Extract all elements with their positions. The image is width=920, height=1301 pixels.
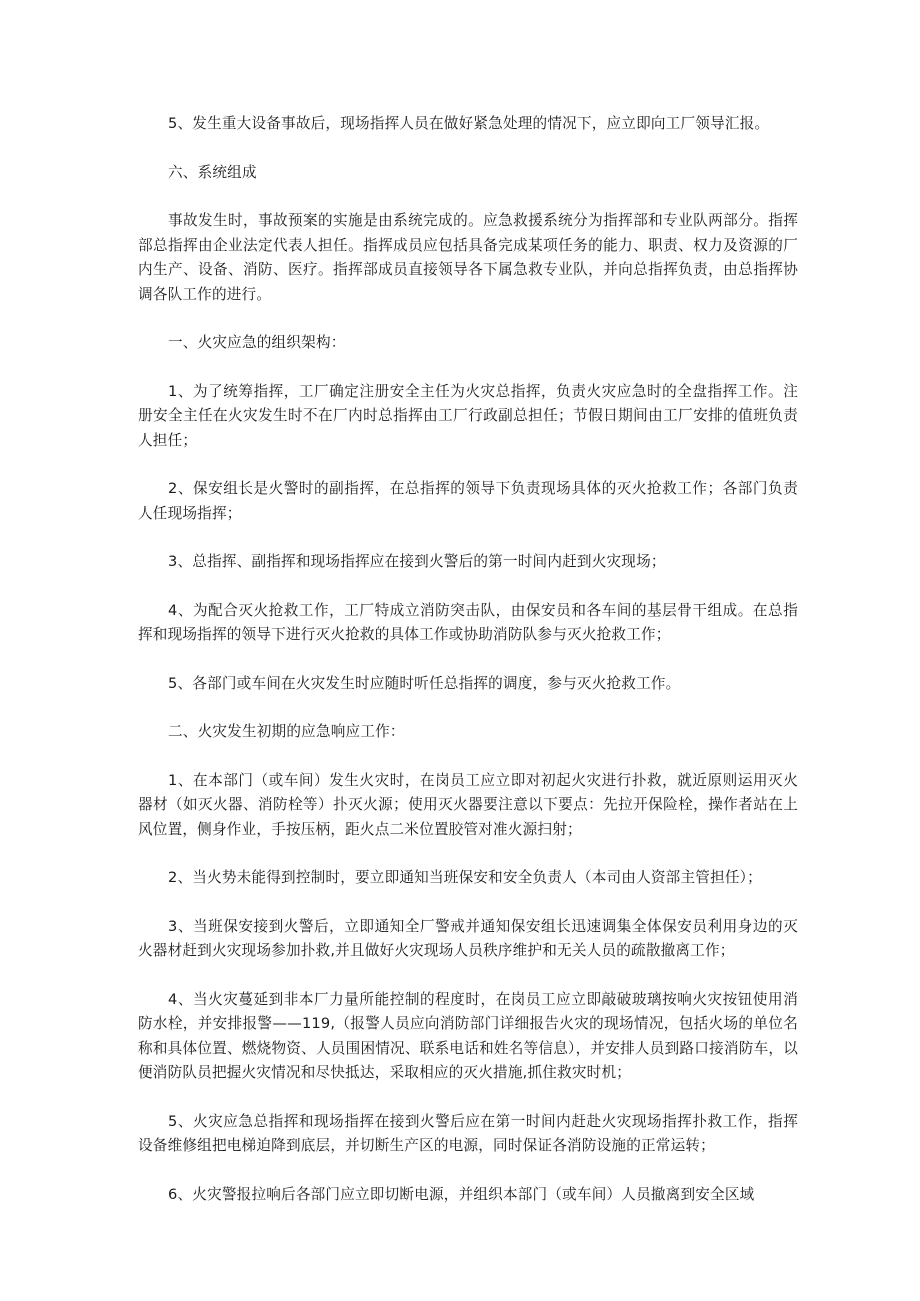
section-heading-system-composition: 六、系统组成 xyxy=(168,163,257,181)
paragraph-response-item-2: 2、当火势未能得到控制时，要立即通知当班保安和安全负责人（本司由人资部主管担任）； xyxy=(168,869,762,886)
paragraph-response-item-4: 4、当火灾蔓延到非本厂力量所能控制的程度时，在岗员工应立即敲破玻璃按响火灾按钮使用消防水栓，并安排报警——119,（报警人员应向消防部门详细报告火灾的现场情况，包括火场的单位名称和具体位置、燃烧物资、人员围困情况、联系电话和姓名等信息），并安排人员到路口接消防车，以便消防队员把握火灾情况和尽快抵达，采取相应的灭火措施,抓住救灾时机； xyxy=(138,990,798,1081)
paragraph-equipment-accident-report: 5、发生重大设备事故后，现场指挥人员在做好紧急处理的情况下，应立即向工厂领导汇报。 xyxy=(168,115,770,132)
section-heading-initial-response: 二、火灾发生初期的应急响应工作： xyxy=(168,723,405,740)
document-page xyxy=(138,112,798,1207)
paragraph-response-item-1: 1、在本部门（或车间）发生火灾时，在岗员工应立即对初起火灾进行扑救，就近原则运用灭火器材（如灭火器、消防栓等）扑灭火源；使用灭火器要注意以下要点：先拉开保险栓，操作者站在上风位置，侧身作业，手按压柄，距火点二米位置胶管对准火源扫射； xyxy=(138,771,798,838)
paragraph-response-item-6: 6、火灾警报拉响后各部门应立即切断电源，并组织本部门（或车间）人员撤离到安全区域 xyxy=(168,1185,755,1203)
section-heading-fire-organization: 一、火灾应急的组织架构： xyxy=(168,334,346,351)
paragraph-org-item-5: 5、各部门或车间在火灾发生时应随时听任总指挥的调度，参与灭火抢救工作。 xyxy=(168,674,681,692)
paragraph-org-item-4: 4、为配合灭火抢救工作，工厂特成立消防突击队，由保安员和各车间的基层骨干组成。在总指挥和现场指挥的领导下进行灭火抢救的具体工作或协助消防队参与灭火抢救工作； xyxy=(138,601,798,643)
paragraph-org-item-3: 3、总指挥、副指挥和现场指挥应在接到火警后的第一时间内赶到火灾现场； xyxy=(168,553,666,570)
paragraph-response-item-5: 5、火灾应急总指挥和现场指挥在接到火警后应在第一时间内赶赴火灾现场指挥扑救工作，指挥设备维修组把电梯迫降到底层，并切断生产区的电源，同时保证各消防设施的正常运转； xyxy=(138,1112,798,1154)
paragraph-org-item-2: 2、保安组长是火警时的副指挥，在总指挥的领导下负责现场具体的灭火抢救工作；各部门负责人任现场指挥； xyxy=(138,480,798,522)
paragraph-response-item-3: 3、当班保安接到火警后，立即通知全厂警戒并通知保安组长迅速调集全体保安员利用身边的灭火器材赶到火灾现场参加扑救,并且做好火灾现场人员秩序维护和无关人员的疏散撤离工作； xyxy=(138,917,798,959)
paragraph-system-description: 事故发生时，事故预案的实施是由系统完成的。应急救援系统分为指挥部和专业队两部分。指挥部总指挥由企业法定代表人担任。指挥成员应包括具备完成某项任务的能力、职责、权力及资源的厂内生产、设备、消防、医疗。指挥部成员直接领导各下属急救专业队，并向总指挥负责，由总指挥协调各队工作的进行。 xyxy=(138,212,798,303)
paragraph-org-item-1: 1、为了统筹指挥，工厂确定注册安全主任为火灾总指挥，负责火灾应急时的全盘指挥工作。注册安全主任在火灾发生时不在厂内时总指挥由工厂行政副总担任；节假日期间由工厂安排的值班负责人担任； xyxy=(138,382,798,449)
